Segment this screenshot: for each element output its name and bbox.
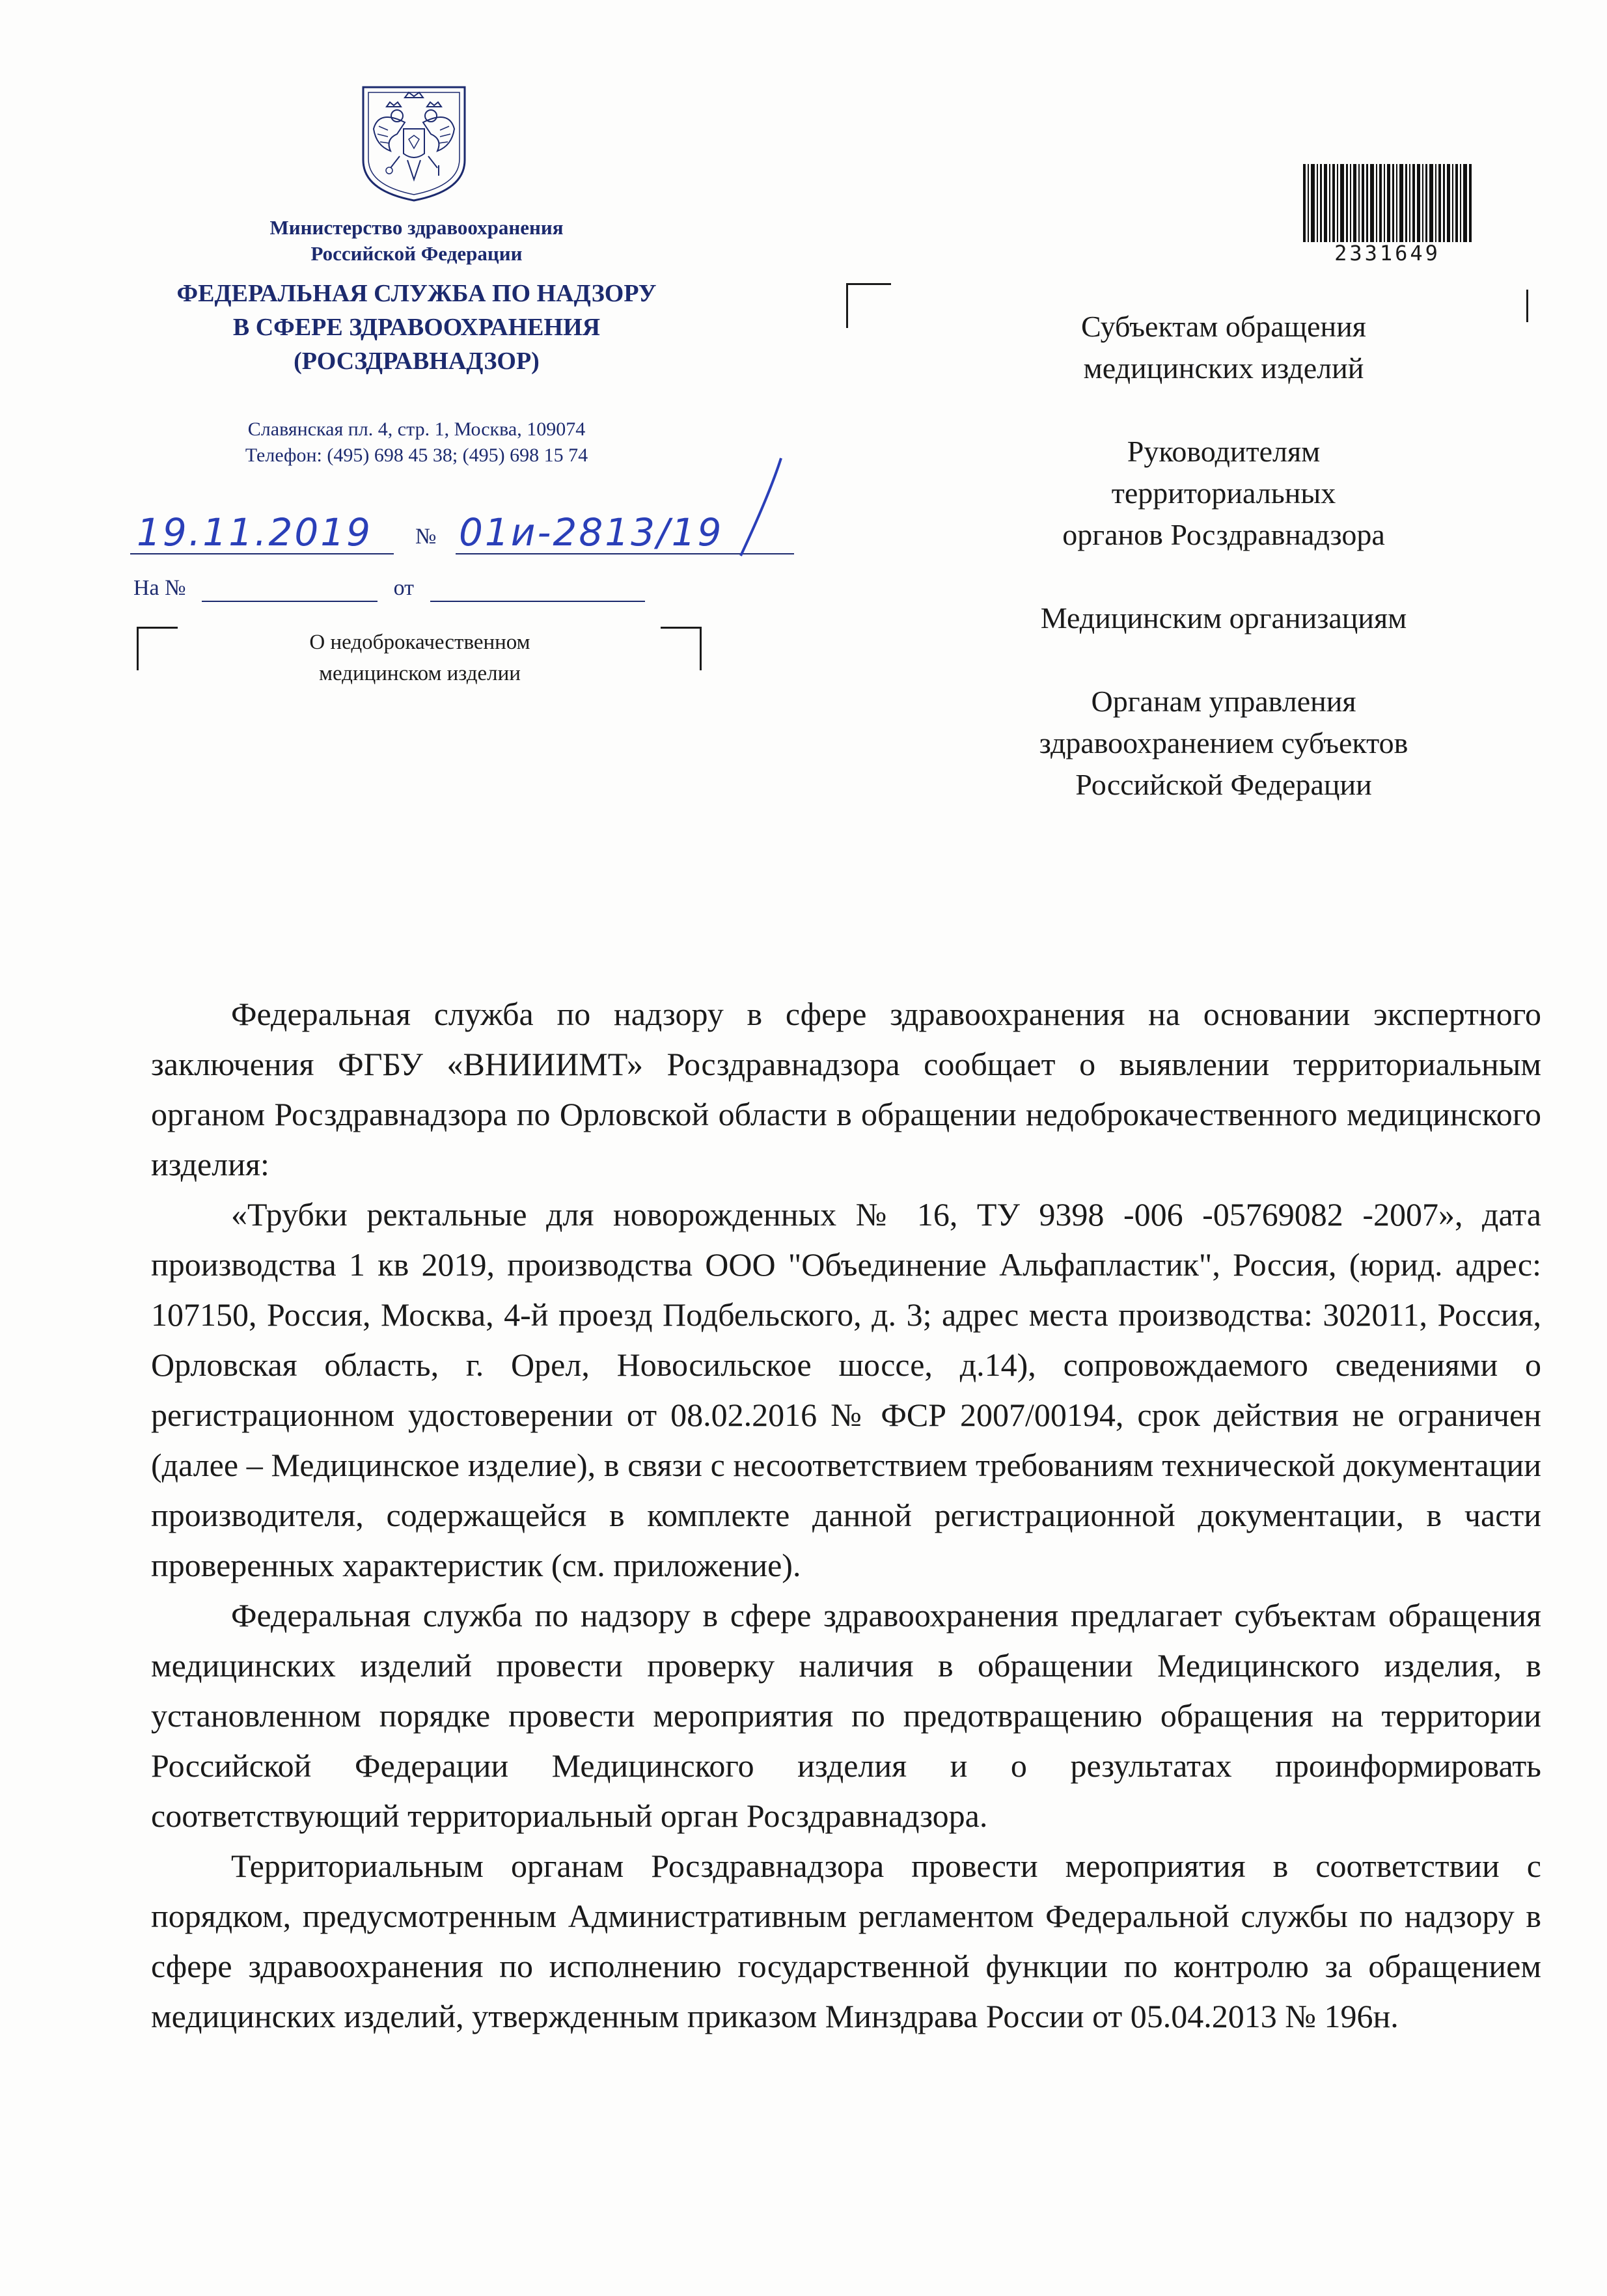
body-paragraph: Федеральная служба по надзору в сфере здравоохранения на основании экспертного заключения ФГБУ «ВНИИИМТ» Росздравнадзора сообщает о выявлении территориальным органом Росздравнадзора по Орловской области в обращении недоброкачественного медицинского изделия: (151, 996, 1541, 1182)
service-name (111, 277, 722, 378)
recipients-bracket-left (846, 283, 891, 328)
address-line: Славянская пл. 4, стр. 1, Москва, 109074 (247, 418, 586, 440)
coat-of-arms-icon (359, 83, 469, 204)
registration-block (130, 510, 820, 560)
service-line: (РОСЗДРАВНАДЗОР) (294, 348, 540, 375)
recipient-entry (944, 597, 1504, 639)
phone-line: Телефон: (495) 698 45 38; (495) 698 15 74 (245, 444, 588, 466)
recipient-line: Субъектам обращения (1081, 310, 1366, 343)
subject-text: медицинском изделии (319, 662, 521, 685)
date-underline (130, 553, 394, 554)
reply-label: На № (133, 576, 186, 600)
barcode-number: 2331649 (1334, 241, 1440, 266)
reply-date-blank (430, 576, 645, 602)
service-address (111, 417, 722, 469)
ministry-line: Российской Федерации (310, 242, 523, 265)
recipient-line: Руководителям (1127, 435, 1321, 468)
body-paragraph: Федеральная служба по надзору в сфере здравоохранения предлагает субъектам обращения медицинских изделий провести проверку наличия в обращении Медицинского изделия, в установленном порядке провести мероприятия по предотвращению обращения на территории Российской Федерации Медицинского изделия и о результатах проинформировать соответствующий территориальный орган Росздравнадзора. (151, 1597, 1541, 1834)
registration-date: 19.11.2019 (137, 510, 373, 554)
from-label: от (393, 576, 415, 600)
ministry-name (111, 215, 722, 267)
number-sign: № (415, 525, 437, 549)
letter-body (151, 989, 1541, 2042)
recipient-line: здравоохранением субъектов (1039, 726, 1408, 759)
subject-bracket-right (661, 627, 702, 670)
body-paragraph: Территориальным органам Росздравнадзора провести мероприятия в соответствии с порядком, предусмотренным Административным регламентом Федеральной службы по надзору в сфере здравоохранения по исполнению государственной функции по контролю за обращением медицинских изделий, утвержденным приказом Минздрава России от 05.04.2013 № 196н. (151, 1848, 1541, 2034)
recipient-entry (944, 681, 1504, 806)
recipient-entry (944, 431, 1504, 556)
recipient-line: Органам управления (1091, 685, 1356, 718)
recipients-list (944, 306, 1504, 847)
subject-line (270, 627, 570, 689)
recipients-bracket-right (1526, 290, 1528, 322)
reply-number-blank (202, 576, 378, 602)
ministry-line: Министерство здравоохранения (269, 216, 564, 239)
recipient-line: медицинских изделий (1083, 351, 1364, 385)
subject-bracket-left (137, 627, 178, 670)
recipient-entry (944, 306, 1504, 389)
subject-text: О недоброкачественном (309, 631, 530, 654)
barcode-icon (1302, 164, 1473, 242)
recipient-line: Российской Федерации (1075, 768, 1372, 801)
recipient-line: органов Росздравнадзора (1062, 518, 1385, 551)
reply-reference (133, 576, 645, 602)
service-line: В СФЕРЕ ЗДРАВООХРАНЕНИЯ (232, 314, 601, 341)
body-paragraph: «Трубки ректальные для новорожденных № 16, ТУ 9398 -006 -05769082 -2007», дата производства 1 кв 2019, производства ООО "Объединение Альфапластик", Россия, (юрид. адрес: 107150, Россия, Москва, 4-й проезд Подбельского, д. 3; адрес места производства: 302011, Россия, Орловская область, г. Орел, Новосильское шоссе, д.14), сопровождаемого сведениями о регистрационном удостоверении от 08.02.2016 № ФСР 2007/00194, срок действия не ограничен (далее – Медицинское изделие), в связи с несоответствием требованиям технической документации производителя, содержащейся в комплекте данной регистрационной документации, в части проверенных характеристик (см. приложение). (151, 1196, 1541, 1583)
recipient-line: территориальных (1111, 476, 1336, 510)
registration-number: 01и-2813/19 (459, 510, 724, 554)
recipient-line: Медицинским организациям (1040, 601, 1407, 635)
service-line: ФЕДЕРАЛЬНАЯ СЛУЖБА ПО НАДЗОРУ (176, 280, 657, 307)
slash-stroke-icon (729, 456, 788, 560)
